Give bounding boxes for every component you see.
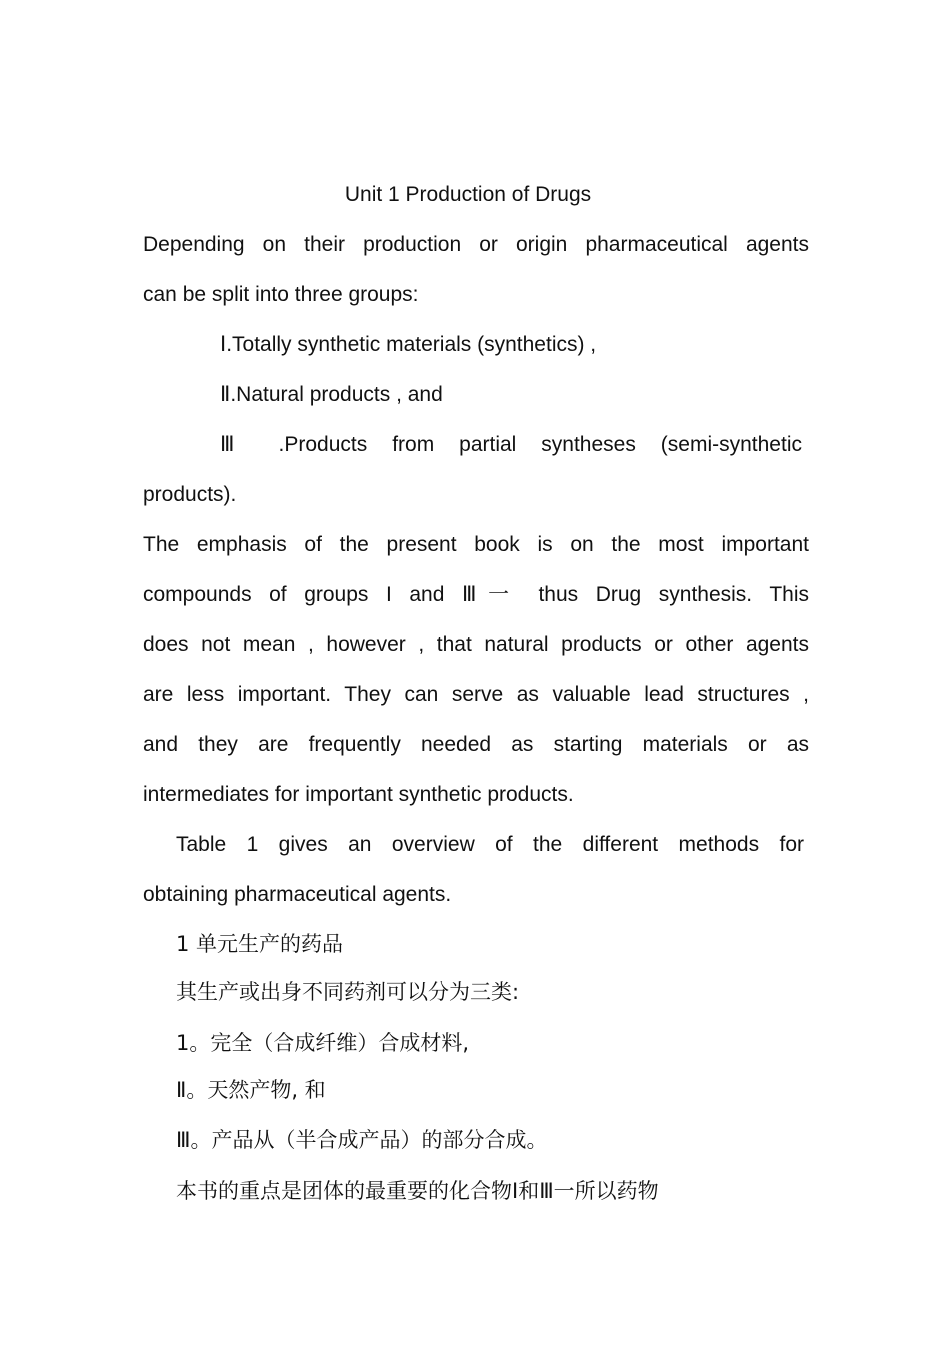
emphasis-line-5: and they are frequently needed as starting materials or as bbox=[143, 733, 809, 756]
chinese-line-3: 1。完全（合成纤维）合成材料, bbox=[176, 1031, 470, 1055]
chinese-line-4: Ⅱ。天然产物, 和 bbox=[176, 1078, 326, 1102]
chinese-line-1: 1 单元生产的药品 bbox=[176, 932, 344, 956]
group-item-2: Ⅱ.Natural products , and bbox=[220, 383, 443, 406]
chinese-line-5: Ⅲ。产品从（半合成产品）的部分合成。 bbox=[176, 1128, 548, 1152]
emphasis-line-3: does not mean , however , that natural products or other agents bbox=[143, 633, 809, 656]
group-item-3: Ⅲ .Products from partial syntheses (semi-synthetic bbox=[220, 433, 802, 456]
group-item-1: Ⅰ.Totally synthetic materials (synthetics) , bbox=[220, 333, 597, 356]
page-title: Unit 1 Production of Drugs bbox=[344, 183, 592, 206]
chinese-line-2: 其生产或出身不同药剂可以分为三类: bbox=[176, 980, 520, 1004]
table-line-1: Table 1 gives an overview of the different methods for bbox=[176, 833, 804, 856]
emphasis-line-4: are less important. They can serve as valuable lead structures , bbox=[143, 683, 809, 706]
intro-line-1: Depending on their production or origin pharmaceutical agents bbox=[143, 233, 809, 256]
chinese-line-6: 本书的重点是团体的最重要的化合物Ⅰ和Ⅲ一所以药物 bbox=[176, 1179, 659, 1203]
emphasis-line-2: compounds of groups I and Ⅲ一 thus Drug synthesis. This bbox=[143, 583, 809, 606]
intro-line-2: can be split into three groups: bbox=[143, 283, 419, 306]
table-line-2: obtaining pharmaceutical agents. bbox=[143, 883, 452, 906]
group-item-3-continued: products). bbox=[143, 483, 237, 506]
emphasis-line-6: intermediates for important synthetic products. bbox=[143, 783, 574, 806]
emphasis-line-1: The emphasis of the present book is on the most important bbox=[143, 533, 809, 556]
